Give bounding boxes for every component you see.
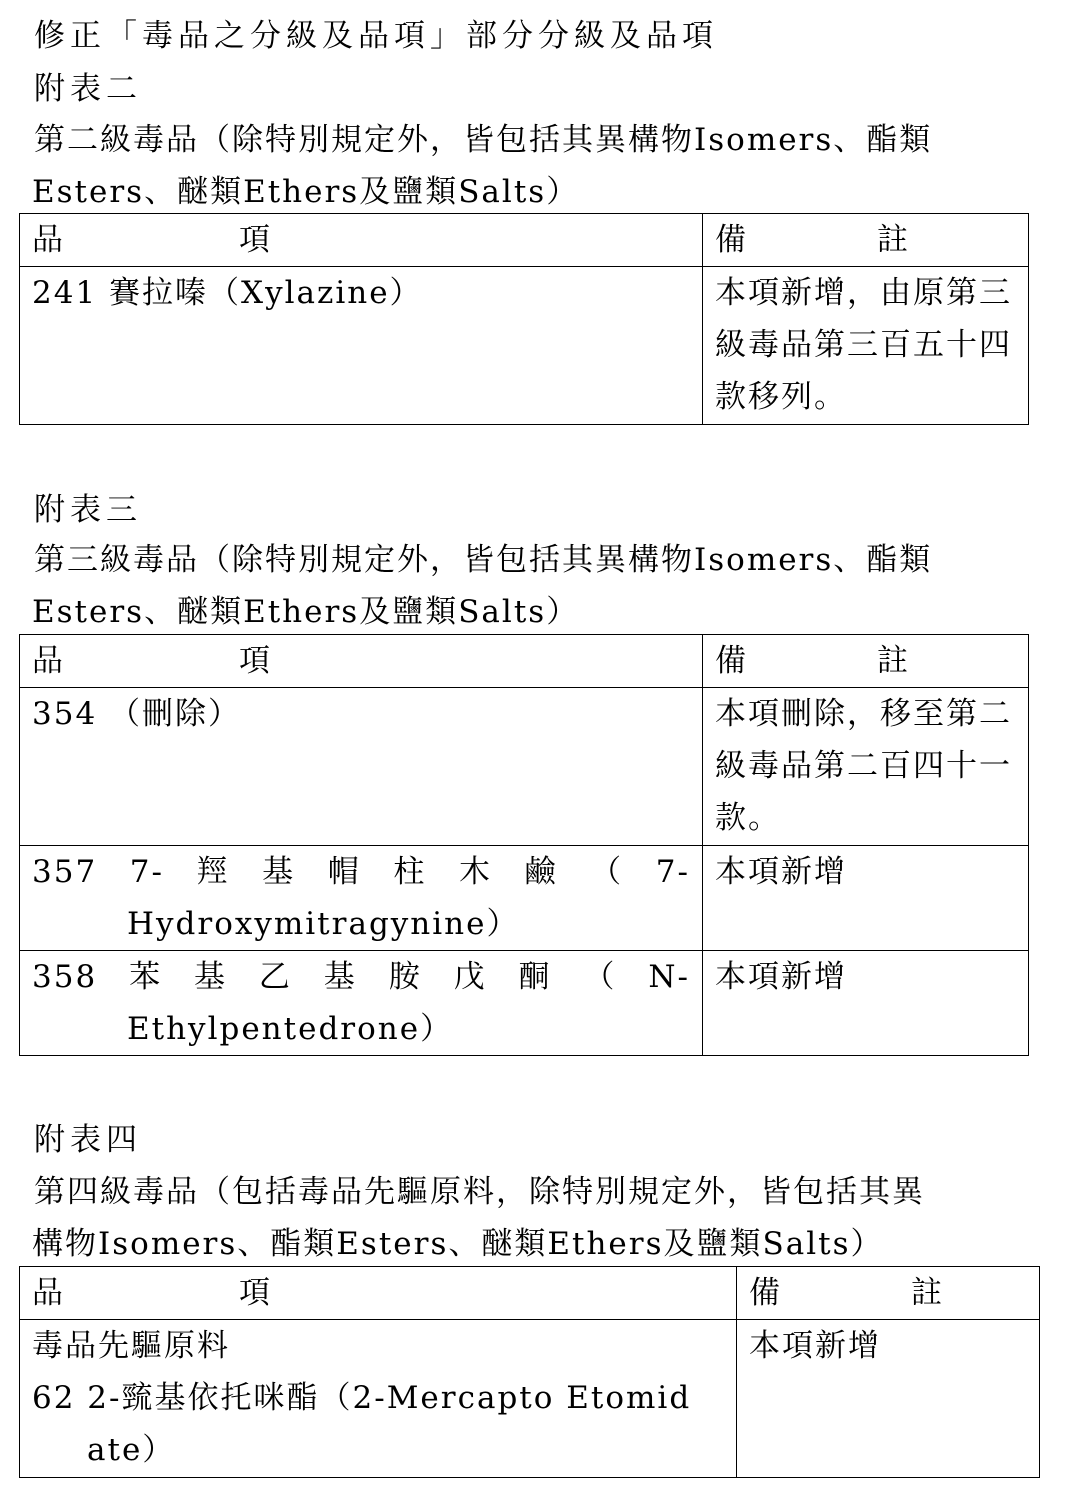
schedule-3-table (19, 634, 1029, 1056)
remark-cell: 本項新增 (703, 951, 1029, 1056)
item-column-header: 品 項 (20, 635, 703, 688)
section-label: 附表三 (34, 492, 142, 528)
remark-cell: 本項新增，由原第三級毒品第三百五十四款移列。 (703, 267, 1029, 425)
item-continuation: ate） (87, 1432, 176, 1468)
section-label: 附表四 (34, 1122, 142, 1158)
remark-column-header: 備 註 (703, 635, 1029, 688)
item-cell (20, 846, 703, 951)
section-description-continued: Esters、醚類Ethers及鹽類Salts） (32, 174, 580, 210)
table-header-row (20, 214, 1029, 267)
section-description: 第三級毒品（除特別規定外，皆包括其異構物Isomers、酯類 (34, 542, 933, 578)
section-description-continued: Esters、醚類Ethers及鹽類Salts） (32, 594, 580, 630)
schedule-2-table (19, 213, 1029, 425)
section-description-continued: 構物Isomers、酯類Esters、醚類Ethers及鹽類Salts） (32, 1226, 884, 1262)
item-continuation: Ethylpentedrone） (127, 1011, 454, 1047)
section-label: 附表二 (34, 71, 142, 107)
item-cell: 354 （刪除） (20, 688, 703, 846)
item-first-line: 357 7- 羥 基 帽 柱 木 鹼 （ 7- (32, 854, 690, 890)
item-first-line: 358 苯 基 乙 基 胺 戊 酮 （ N- (32, 959, 690, 995)
remark-column-header: 備 註 (703, 214, 1029, 267)
item-column-header: 品 項 (20, 214, 703, 267)
remark-cell: 本項新增 (737, 1320, 1040, 1478)
table-row (20, 951, 1029, 1056)
item-cell: 241 賽拉嗪（Xylazine） (20, 267, 703, 425)
document-title: 修正「毒品之分級及品項」部分分級及品項 (34, 18, 718, 54)
item-first-line: 62 2-巰基依托咪酯（2-Mercapto Etomid (32, 1380, 692, 1416)
item-cell (20, 1320, 737, 1478)
schedule-4-table (19, 1266, 1040, 1478)
remark-cell: 本項新增 (703, 846, 1029, 951)
item-cell (20, 951, 703, 1056)
table-header-row (20, 1267, 1040, 1320)
item-group-heading: 毒品先驅原料 (32, 1328, 230, 1364)
table-row (20, 846, 1029, 951)
remark-column-header: 備 註 (737, 1267, 1040, 1320)
section-description: 第四級毒品（包括毒品先驅原料，除特別規定外，皆包括其異 (34, 1174, 925, 1210)
table-row (20, 688, 1029, 846)
item-continuation: Hydroxymitragynine） (127, 906, 520, 942)
table-row (20, 267, 1029, 425)
table-row (20, 1320, 1040, 1478)
remark-cell: 本項刪除，移至第二級毒品第二百四十一款。 (703, 688, 1029, 846)
table-header-row (20, 635, 1029, 688)
item-column-header: 品 項 (20, 1267, 737, 1320)
section-description: 第二級毒品（除特別規定外，皆包括其異構物Isomers、酯類 (34, 122, 933, 158)
